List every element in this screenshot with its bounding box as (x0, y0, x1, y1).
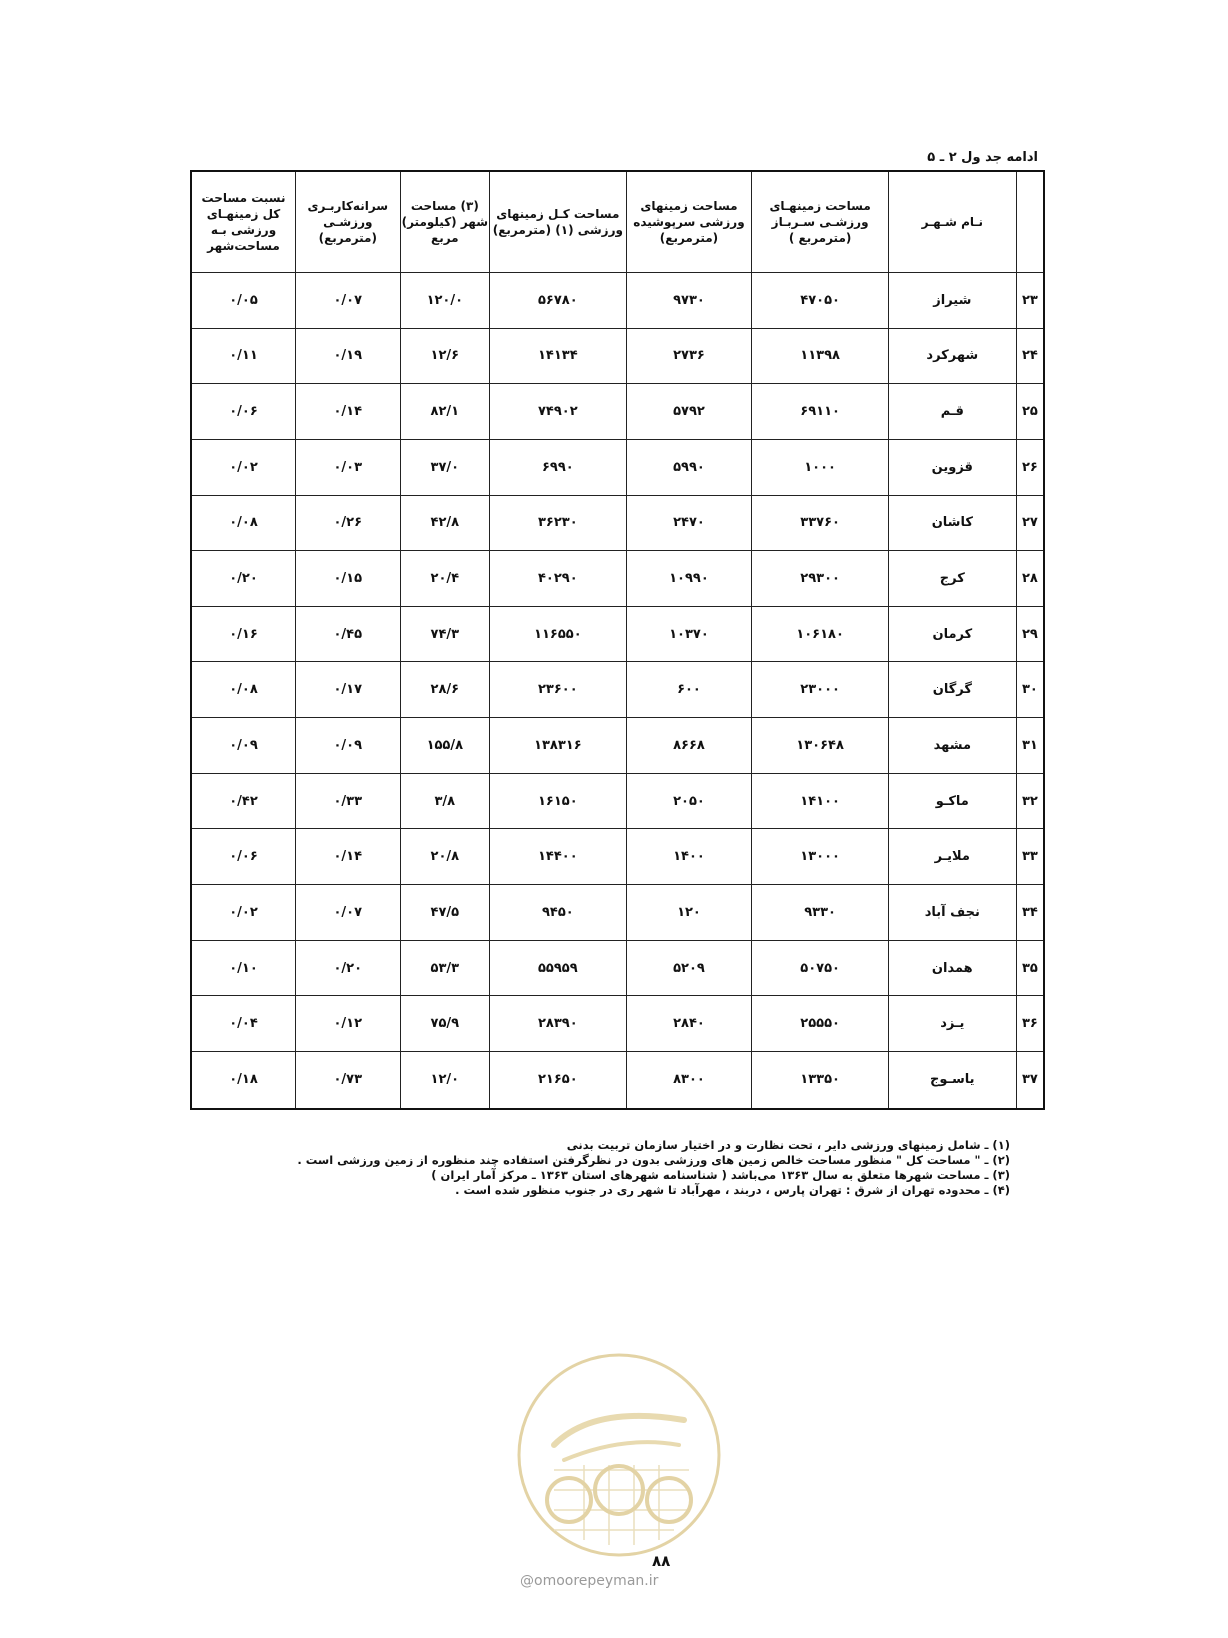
open-area-value: ۱۳۰۶۴۸ (752, 718, 888, 774)
table-body (191, 273, 1044, 1110)
row-number: ۲۴ (1016, 328, 1044, 384)
row-number: ۳۱ (1016, 718, 1044, 774)
city-name: ملایـر (888, 829, 1016, 885)
open-area-value: ۱۱۳۹۸ (752, 328, 888, 384)
footnote-4: (۴) ـ محدوده تهران از شرق : تهران پارس ، دربند ، مهرآباد تا شهر ری در جنوب منظور شده است . (455, 1183, 1010, 1197)
row-number: ۲۳ (1016, 273, 1044, 329)
city-area-value: ۴۲/۸ (400, 495, 490, 551)
table-row (191, 384, 1044, 440)
ratio-value: ۰/۰۵ (191, 273, 296, 329)
ratio-value: ۰/۰۲ (191, 885, 296, 941)
table-row (191, 940, 1044, 996)
total-area-value: ۱۴۴۰۰ (490, 829, 626, 885)
city-name: همدان (888, 940, 1016, 996)
page-number: ۸۸ (652, 1552, 671, 1570)
header-open-area: مساحت زمینهـای ورزشـی سـربـاز (مترمربع ) (752, 171, 888, 273)
city-area-value: ۱۲/۶ (400, 328, 490, 384)
city-name: گرگان (888, 662, 1016, 718)
per-capita-value: ۰/۱۹ (296, 328, 400, 384)
table-caption: ادامه جد ول ۲ ـ ۵ (927, 150, 1038, 165)
row-number: ۳۷ (1016, 1051, 1044, 1109)
header-row-number (1016, 171, 1044, 273)
sports-land-table (190, 170, 1045, 1110)
table-row (191, 439, 1044, 495)
row-number: ۲۷ (1016, 495, 1044, 551)
covered-area-value: ۵۹۹۰ (626, 439, 752, 495)
city-name: ماکـو (888, 773, 1016, 829)
total-area-value: ۱۶۱۵۰ (490, 773, 626, 829)
per-capita-value: ۰/۱۴ (296, 384, 400, 440)
total-area-value: ۳۶۲۳۰ (490, 495, 626, 551)
city-area-value: ۴۷/۵ (400, 885, 490, 941)
table-row (191, 662, 1044, 718)
table-row (191, 885, 1044, 941)
row-number: ۲۸ (1016, 551, 1044, 607)
covered-area-value: ۹۷۳۰ (626, 273, 752, 329)
total-area-value: ۱۴۱۳۴ (490, 328, 626, 384)
per-capita-value: ۰/۰۷ (296, 885, 400, 941)
city-name: کرمان (888, 606, 1016, 662)
row-number: ۳۲ (1016, 773, 1044, 829)
city-area-value: ۲۰/۴ (400, 551, 490, 607)
total-area-value: ۵۵۹۵۹ (490, 940, 626, 996)
city-area-value: ۸۲/۱ (400, 384, 490, 440)
open-area-value: ۲۹۳۰۰ (752, 551, 888, 607)
total-area-value: ۷۴۹۰۲ (490, 384, 626, 440)
open-area-value: ۲۵۵۵۰ (752, 996, 888, 1052)
ratio-value: ۰/۰۶ (191, 829, 296, 885)
ratio-value: ۰/۲۰ (191, 551, 296, 607)
footnote-3: (۳) ـ مساحت شهرها متعلق به سال ۱۳۶۳ می‌باشد ( شناسنامه شهرهای استان ۱۳۶۳ ـ مرکز آمار ایران ) (431, 1168, 1010, 1182)
city-area-value: ۱۲/۰ (400, 1051, 490, 1109)
table-row (191, 328, 1044, 384)
open-area-value: ۱۰۰۰ (752, 439, 888, 495)
covered-area-value: ۸۳۰۰ (626, 1051, 752, 1109)
city-area-value: ۲۰/۸ (400, 829, 490, 885)
open-area-value: ۶۹۱۱۰ (752, 384, 888, 440)
ratio-value: ۰/۰۹ (191, 718, 296, 774)
ratio-value: ۰/۰۸ (191, 495, 296, 551)
table-row (191, 551, 1044, 607)
open-area-value: ۱۴۱۰۰ (752, 773, 888, 829)
city-name: کرج (888, 551, 1016, 607)
row-number: ۳۵ (1016, 940, 1044, 996)
city-name: یاسـوج (888, 1051, 1016, 1109)
row-number: ۲۵ (1016, 384, 1044, 440)
table-row (191, 495, 1044, 551)
per-capita-value: ۰/۳۳ (296, 773, 400, 829)
header-city-area: (۳) مساحت شهر (کیلومتر) مربع (400, 171, 490, 273)
ratio-value: ۰/۰۶ (191, 384, 296, 440)
total-area-value: ۶۹۹۰ (490, 439, 626, 495)
ratio-value: ۰/۱۱ (191, 328, 296, 384)
table-row (191, 273, 1044, 329)
total-area-value: ۱۳۸۳۱۶ (490, 718, 626, 774)
per-capita-value: ۰/۱۲ (296, 996, 400, 1052)
city-area-value: ۱۵۵/۸ (400, 718, 490, 774)
table-row (191, 773, 1044, 829)
city-name: قـم (888, 384, 1016, 440)
ratio-value: ۰/۱۸ (191, 1051, 296, 1109)
city-name: کاشان (888, 495, 1016, 551)
header-ratio: نسبت مساحت کل زمینهـای ورزشی بـه مساحت‌شهر (191, 171, 296, 273)
city-name: یـزد (888, 996, 1016, 1052)
per-capita-value: ۰/۰۹ (296, 718, 400, 774)
watermark-logo (514, 1350, 724, 1560)
covered-area-value: ۱۰۳۷۰ (626, 606, 752, 662)
table-row (191, 1051, 1044, 1109)
total-area-value: ۱۱۶۵۵۰ (490, 606, 626, 662)
watermark-site: @omoorepeyman.ir (520, 1573, 659, 1589)
total-area-value: ۵۶۷۸۰ (490, 273, 626, 329)
city-area-value: ۳۷/۰ (400, 439, 490, 495)
per-capita-value: ۰/۲۶ (296, 495, 400, 551)
ratio-value: ۰/۱۰ (191, 940, 296, 996)
ratio-value: ۰/۱۶ (191, 606, 296, 662)
covered-area-value: ۸۶۶۸ (626, 718, 752, 774)
row-number: ۳۴ (1016, 885, 1044, 941)
total-area-value: ۴۰۲۹۰ (490, 551, 626, 607)
per-capita-value: ۰/۰۷ (296, 273, 400, 329)
city-area-value: ۲۸/۶ (400, 662, 490, 718)
covered-area-value: ۲۸۴۰ (626, 996, 752, 1052)
per-capita-value: ۰/۰۳ (296, 439, 400, 495)
open-area-value: ۴۷۰۵۰ (752, 273, 888, 329)
covered-area-value: ۱۴۰۰ (626, 829, 752, 885)
city-name: قزوین (888, 439, 1016, 495)
open-area-value: ۱۰۶۱۸۰ (752, 606, 888, 662)
open-area-value: ۳۳۷۶۰ (752, 495, 888, 551)
ratio-value: ۰/۴۲ (191, 773, 296, 829)
total-area-value: ۲۳۶۰۰ (490, 662, 626, 718)
footnotes (150, 1138, 1010, 1198)
ratio-value: ۰/۰۸ (191, 662, 296, 718)
header-per-capita: سرانه‌کاربـری ورزشـی (مترمربع) (296, 171, 400, 273)
table-header-row (191, 171, 1044, 273)
city-name: شیراز (888, 273, 1016, 329)
covered-area-value: ۲۴۷۰ (626, 495, 752, 551)
open-area-value: ۱۳۳۵۰ (752, 1051, 888, 1109)
footnote-2: (۲) ـ " مساحت کل " منظور مساحت خالص زمین های ورزشی بدون در نظرگرفتن استفاده چند منظوره از زمین ورزشی است . (297, 1153, 1010, 1167)
covered-area-value: ۵۲۰۹ (626, 940, 752, 996)
header-covered-area: مساحت زمینهای ورزشی سرپوشیده (مترمربع) (626, 171, 752, 273)
open-area-value: ۹۳۳۰ (752, 885, 888, 941)
row-number: ۳۳ (1016, 829, 1044, 885)
row-number: ۳۰ (1016, 662, 1044, 718)
row-number: ۲۶ (1016, 439, 1044, 495)
per-capita-value: ۰/۱۴ (296, 829, 400, 885)
city-area-value: ۳/۸ (400, 773, 490, 829)
per-capita-value: ۰/۷۳ (296, 1051, 400, 1109)
header-city: نـام شـهـر (888, 171, 1016, 273)
city-area-value: ۷۴/۳ (400, 606, 490, 662)
table-row (191, 718, 1044, 774)
covered-area-value: ۲۷۳۶ (626, 328, 752, 384)
city-area-value: ۵۳/۳ (400, 940, 490, 996)
city-area-value: ۷۵/۹ (400, 996, 490, 1052)
open-area-value: ۲۳۰۰۰ (752, 662, 888, 718)
city-name: نجف آباد (888, 885, 1016, 941)
header-total-area: مساحت کـل زمینهای ورزشی (۱) (مترمربع) (490, 171, 626, 273)
per-capita-value: ۰/۱۷ (296, 662, 400, 718)
footnote-1: (۱) ـ شامل زمینهای ورزشی دایر ، تحت نظارت و در اختیار سازمان تربیت بدنی (566, 1138, 1010, 1152)
open-area-value: ۵۰۷۵۰ (752, 940, 888, 996)
table-row (191, 996, 1044, 1052)
city-area-value: ۱۲۰/۰ (400, 273, 490, 329)
ratio-value: ۰/۰۲ (191, 439, 296, 495)
city-name: مشهد (888, 718, 1016, 774)
covered-area-value: ۵۷۹۲ (626, 384, 752, 440)
table-row (191, 829, 1044, 885)
per-capita-value: ۰/۴۵ (296, 606, 400, 662)
covered-area-value: ۱۲۰ (626, 885, 752, 941)
open-area-value: ۱۳۰۰۰ (752, 829, 888, 885)
ratio-value: ۰/۰۴ (191, 996, 296, 1052)
covered-area-value: ۶۰۰ (626, 662, 752, 718)
covered-area-value: ۱۰۹۹۰ (626, 551, 752, 607)
total-area-value: ۲۸۳۹۰ (490, 996, 626, 1052)
covered-area-value: ۲۰۵۰ (626, 773, 752, 829)
total-area-value: ۹۴۵۰ (490, 885, 626, 941)
table-row (191, 606, 1044, 662)
row-number: ۲۹ (1016, 606, 1044, 662)
total-area-value: ۲۱۶۵۰ (490, 1051, 626, 1109)
city-name: شهرکرد (888, 328, 1016, 384)
per-capita-value: ۰/۱۵ (296, 551, 400, 607)
per-capita-value: ۰/۲۰ (296, 940, 400, 996)
row-number: ۳۶ (1016, 996, 1044, 1052)
